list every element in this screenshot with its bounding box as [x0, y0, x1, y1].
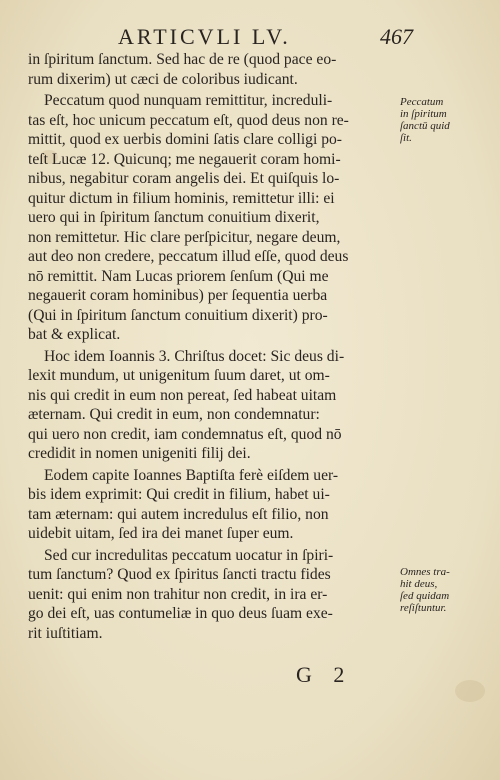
- margin-note: [400, 96, 484, 144]
- text-line: nō remittit. Nam Lucas priorem ſenſum (Qui me: [28, 267, 329, 285]
- paper-stain: [455, 680, 485, 702]
- text-line: aut deo non credere, peccatum illud eſſe, quod deus: [28, 248, 349, 265]
- margin-note-line: reſiſtuntur.: [400, 602, 447, 614]
- margin-note-line: ſit.: [400, 132, 412, 144]
- text-line: rum dixerim) ut cæci de coloribus iudicant.: [28, 70, 298, 88]
- text-line: in ſpiritum ſanctum. Sed hac de re (quod pace eo-: [28, 51, 337, 68]
- page-number: 467: [380, 24, 413, 49]
- paragraph-start: Hoc idem Ioannis 3. Chriſtus docet: Sic deus di-: [44, 347, 345, 365]
- margin-note-line: Omnes tra-: [400, 566, 450, 578]
- text-line: lexit mundum, ut unigenitum ſuum daret, ut om-: [28, 367, 330, 384]
- text-line: (Qui in ſpiritum ſanctum conuitium dixerit) pro-: [28, 306, 328, 324]
- text-line: negauerit coram hominibus) per ſequentia uerba: [28, 287, 328, 304]
- text-line: uenit: qui enim non trahitur non credit, in ira er-: [28, 585, 328, 603]
- text-line: non remittetur. Hic clare perſpicitur, negare deum,: [28, 228, 341, 246]
- running-head: [0, 24, 500, 50]
- paragraph-start: Sed cur incredulitas peccatum uocatur in ſpiri-: [44, 546, 334, 564]
- paragraph-start: Peccatum quod nunquam remittitur, increduli-: [44, 92, 333, 109]
- text-line: nis qui credit in eum non pereat, ſed habeat uitam: [28, 386, 337, 404]
- text-line: uero qui in ſpiritum ſanctum conuitium dixerit,: [28, 209, 320, 226]
- signature-mark: G 2: [296, 662, 353, 687]
- text-line: tas eſt, hoc unicum peccatum eſt, quod deus non re-: [28, 111, 349, 129]
- margin-note-line: Peccatum: [400, 96, 444, 108]
- margin-note: [400, 566, 484, 614]
- text-line: qui uero non credit, iam condemnatus eſt, quod nō: [28, 425, 342, 443]
- margin-note-line: ſanctū quid: [400, 120, 450, 132]
- text-line: æternam. Qui credit in eum, non condemnatur:: [28, 406, 320, 423]
- text-line: bis idem exprimit: Qui credit in filium, habet ui-: [28, 486, 330, 503]
- text-line: quitur dictum in filium hominis, remittetur illi: ei: [28, 189, 335, 207]
- text-line: credidit in nomen unigeniti filij dei.: [28, 445, 251, 462]
- text-line: teſt Lucæ 12. Quicunq; me negauerit coram homi-: [28, 150, 341, 168]
- paragraph-start: Eodem capite Ioannes Baptiſta ferè eiſdem uer-: [44, 466, 339, 484]
- text-line: bat & explicat.: [28, 326, 121, 343]
- running-title: ARTICVLI LV.: [118, 24, 291, 49]
- text-line: go dei eſt, uas contumeliæ in quo deus ſuam exe-: [28, 605, 333, 622]
- margin-note-line: in ſpiritum: [400, 108, 447, 120]
- text-line: nibus, negabitur coram angelis dei. Et quiſquis lo-: [28, 170, 340, 187]
- main-text: [28, 50, 400, 643]
- margin-note-line: hit deus,: [400, 578, 438, 590]
- text-line: uidebit uitam, ſed ira dei manet ſuper eum.: [28, 525, 294, 542]
- text-line: tum ſanctum? Quod ex ſpiritus ſancti tractu fides: [28, 566, 331, 583]
- text-line: rit iuſtitiam.: [28, 624, 103, 642]
- text-line: tam æternam: qui autem incredulus eſt filio, non: [28, 505, 329, 523]
- margin-note-line: ſed quidam: [400, 590, 450, 602]
- text-line: mittit, quod ex uerbis domini ſatis clare colligi po-: [28, 131, 342, 148]
